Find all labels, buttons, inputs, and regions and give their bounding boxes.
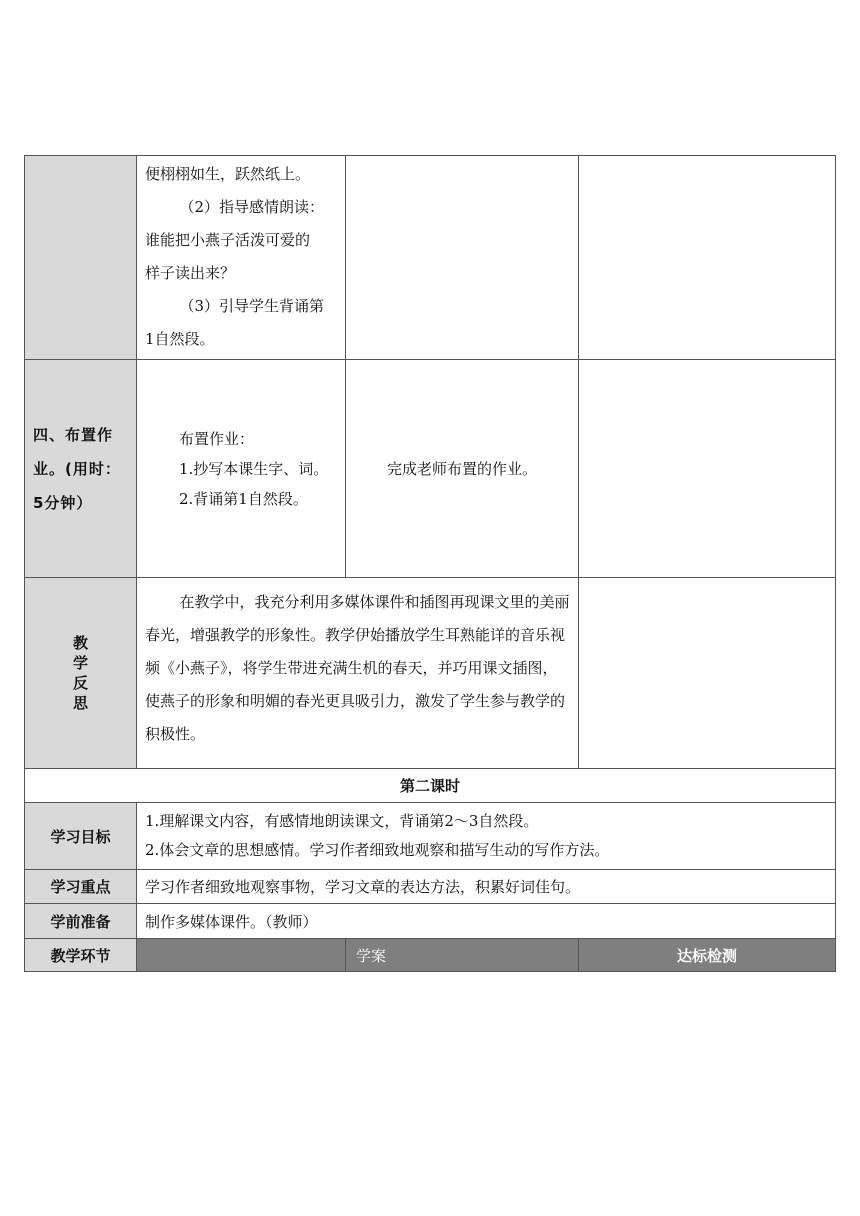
goals-cell xyxy=(137,803,836,870)
stage-label: 教学环节 xyxy=(25,939,137,972)
row-continue-label xyxy=(25,156,137,360)
homework-item: 2.背诵第1自然段。 xyxy=(179,489,308,508)
second-lesson-title: 第二课时 xyxy=(25,769,836,803)
dabiao-header: 达标检测 xyxy=(579,939,836,972)
text-line: 谁能把小燕子活泼可爱的 xyxy=(145,231,311,249)
text-line: （3）引导学生背诵第 xyxy=(179,297,325,315)
reflection-text-cell xyxy=(137,578,579,769)
row-stage-header xyxy=(25,939,836,972)
row-homework xyxy=(25,360,836,578)
homework-title: 布置作业： xyxy=(179,429,255,448)
homework-item: 1.抄写本课生字、词。 xyxy=(179,459,329,478)
xuean-header: 学案 xyxy=(346,939,579,972)
text-line: 1自然段。 xyxy=(145,330,215,348)
text-line: （2）指导感情朗读： xyxy=(179,198,325,216)
goal-item: 2.体会文章的思想感情。学习作者细致地观察和描写生动的写作方法。 xyxy=(145,841,610,859)
row-prep xyxy=(25,904,836,939)
homework-label: 四、布置作业。(用时：5分钟） xyxy=(25,360,137,578)
row-focus xyxy=(25,870,836,904)
reflection-empty-cell xyxy=(579,578,836,769)
row-reflection xyxy=(25,578,836,769)
text-line: 样子读出来？ xyxy=(145,264,236,282)
check-cell xyxy=(579,156,836,360)
prep-cell: 制作多媒体课件。（教师） xyxy=(137,904,836,939)
goals-label: 学习目标 xyxy=(25,803,137,870)
reflection-label: 教学反思 xyxy=(72,634,88,712)
goal-item: 1.理解课文内容，有感情地朗读课文，背诵第2～3自然段。 xyxy=(145,812,539,830)
row-second-lesson xyxy=(25,769,836,803)
homework-teacher-cell xyxy=(137,360,346,578)
teacher-activity-cell xyxy=(137,156,346,360)
row-continue xyxy=(25,156,836,360)
prep-label: 学前准备 xyxy=(25,904,137,939)
reflection-text: 在教学中，我充分利用多媒体课件和插图再现课文里的美丽春光，增强教学的形象性。教学伊始播放学生耳熟能详的音乐视频《小燕子》，将学生带进充满生机的春天，并巧用课文插图，使燕子的形象和明媚的春光更具吸引力，激发了学生参与教学的积极性。 xyxy=(145,593,570,743)
row-goals xyxy=(25,803,836,870)
stage-blank-header xyxy=(137,939,346,972)
focus-cell: 学习作者细致地观察事物，学习文章的表达方法，积累好词佳句。 xyxy=(137,870,836,904)
homework-check-cell xyxy=(579,360,836,578)
homework-student-cell: 完成老师布置的作业。 xyxy=(346,360,579,578)
student-activity-cell xyxy=(346,156,579,360)
text-line: 便栩栩如生，跃然纸上。 xyxy=(145,165,311,183)
lesson-plan-table xyxy=(24,155,836,972)
focus-label: 学习重点 xyxy=(25,870,137,904)
reflection-label-cell xyxy=(25,578,137,769)
